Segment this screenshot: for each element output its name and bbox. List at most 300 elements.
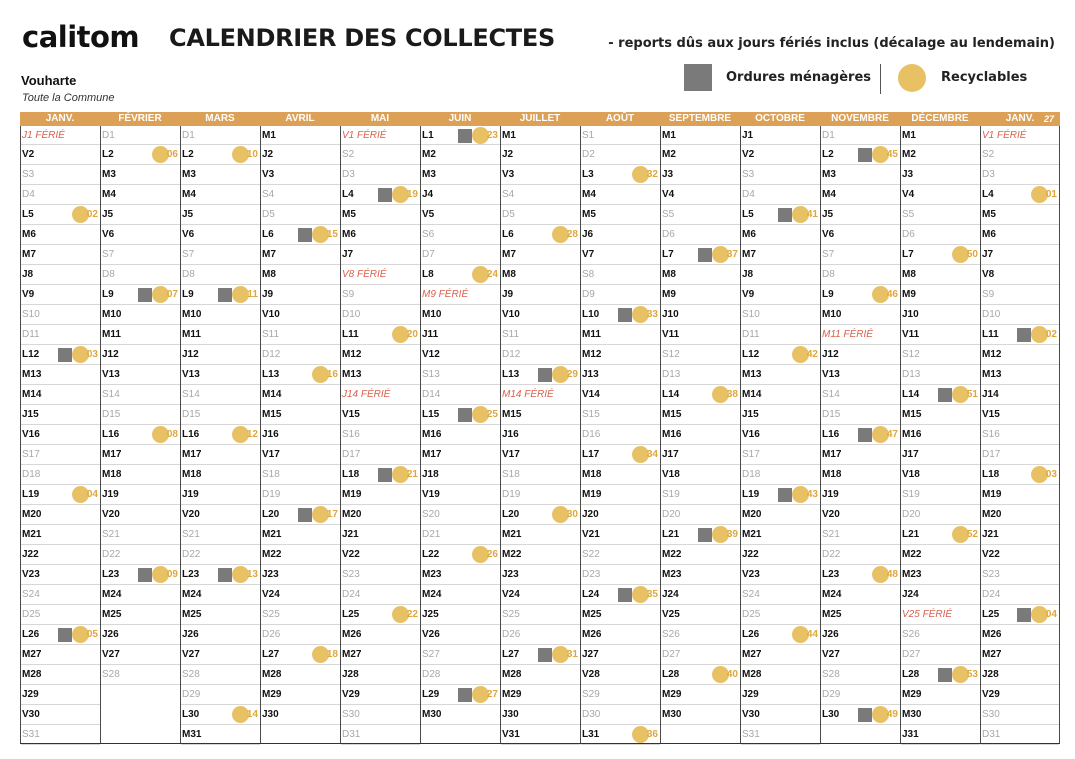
week-number: 25 <box>486 409 498 420</box>
day-label: S21 <box>822 529 840 540</box>
empty-cell <box>661 725 740 745</box>
day-label: M16 <box>902 429 922 440</box>
day-label: M30 <box>662 709 682 720</box>
day-cell <box>661 425 740 445</box>
week-number: 16 <box>326 369 338 380</box>
day-label: V2 <box>22 149 35 160</box>
day-label: L22 <box>422 549 440 560</box>
day-cell <box>421 385 500 405</box>
day-label: J3 <box>662 169 674 180</box>
day-cell <box>21 565 100 585</box>
day-cell <box>741 705 820 725</box>
month-column <box>180 126 260 743</box>
day-cell <box>421 585 500 605</box>
day-cell <box>661 485 740 505</box>
day-label: V18 <box>662 469 680 480</box>
day-cell <box>581 285 660 305</box>
day-cell <box>21 245 100 265</box>
day-label: J7 <box>982 249 994 260</box>
day-cell <box>341 625 420 645</box>
day-cell <box>181 145 260 165</box>
day-label: J19 <box>822 489 839 500</box>
day-cell <box>741 565 820 585</box>
day-label: D31 <box>342 729 361 740</box>
day-label: L26 <box>742 629 760 640</box>
day-cell <box>901 365 980 385</box>
day-cell <box>901 485 980 505</box>
day-cell <box>341 305 420 325</box>
day-label: V31 <box>502 729 520 740</box>
day-label: M22 <box>902 549 922 560</box>
month-header: NOVEMBRE <box>820 112 900 126</box>
day-label: L16 <box>102 429 120 440</box>
day-label: J2 <box>502 149 514 160</box>
day-label: L13 <box>502 369 520 380</box>
month-header: SEPTEMBRE <box>660 112 740 126</box>
day-label: V15 <box>342 409 360 420</box>
day-label: M5 <box>342 209 356 220</box>
day-label: D27 <box>662 649 681 660</box>
day-label: V9 <box>22 289 35 300</box>
day-cell <box>901 725 980 745</box>
day-cell <box>421 345 500 365</box>
day-label: D30 <box>582 709 601 720</box>
day-label: S17 <box>22 449 40 460</box>
ordures-square-icon <box>538 368 552 382</box>
day-cell <box>821 225 900 245</box>
ordures-square-icon <box>1017 328 1031 342</box>
day-label: J27 <box>582 649 599 660</box>
week-number: 03 <box>86 349 98 360</box>
ordures-square-icon <box>458 129 472 143</box>
day-label: M23 <box>422 569 442 580</box>
week-number: 42 <box>806 349 818 360</box>
day-label: L30 <box>182 709 200 720</box>
day-label: L6 <box>502 229 514 240</box>
day-label: S3 <box>22 169 35 180</box>
day-cell <box>181 185 260 205</box>
day-label: S4 <box>502 189 515 200</box>
day-cell <box>581 385 660 405</box>
day-cell <box>341 285 420 305</box>
day-label: V14 <box>582 389 600 400</box>
day-cell <box>661 385 740 405</box>
day-cell <box>501 725 580 745</box>
day-label: V6 <box>102 229 115 240</box>
day-label: M26 <box>982 629 1002 640</box>
day-label: M29 <box>662 689 682 700</box>
day-cell <box>421 685 500 705</box>
day-cell <box>661 505 740 525</box>
month-header: AOÛT <box>580 112 660 126</box>
day-cell <box>501 145 580 165</box>
day-label: M17 <box>822 449 842 460</box>
day-cell <box>741 145 820 165</box>
week-number: 40 <box>726 669 738 680</box>
day-label: J15 <box>22 409 39 420</box>
day-cell <box>741 645 820 665</box>
day-cell <box>181 225 260 245</box>
day-cell <box>661 325 740 345</box>
day-cell <box>981 565 1059 585</box>
day-cell <box>181 265 260 285</box>
day-cell <box>261 345 340 365</box>
day-cell <box>661 645 740 665</box>
week-number: 39 <box>726 529 738 540</box>
day-cell <box>341 445 420 465</box>
month-header: MARS <box>180 112 260 126</box>
day-cell <box>821 345 900 365</box>
day-cell <box>101 545 180 565</box>
month-header: JUIN <box>420 112 500 126</box>
ordures-square-icon <box>778 208 792 222</box>
ordures-square-icon <box>458 408 472 422</box>
legend-recyclables-label: Recyclables <box>941 70 1028 85</box>
day-cell <box>501 525 580 545</box>
day-cell <box>421 365 500 385</box>
day-cell <box>101 365 180 385</box>
day-cell <box>821 605 900 625</box>
day-label: D4 <box>742 189 755 200</box>
day-label: L24 <box>582 589 600 600</box>
day-label: M17 <box>102 449 122 460</box>
week-number: 29 <box>566 369 578 380</box>
day-cell <box>981 205 1059 225</box>
day-cell <box>181 325 260 345</box>
commune-scope: Toute la Commune <box>22 92 115 104</box>
ordures-square-icon <box>58 348 72 362</box>
day-cell <box>581 145 660 165</box>
day-cell <box>661 605 740 625</box>
day-label: S7 <box>182 249 195 260</box>
day-cell <box>421 205 500 225</box>
day-cell <box>901 325 980 345</box>
day-cell <box>821 425 900 445</box>
day-cell <box>341 225 420 245</box>
day-label: L16 <box>182 429 200 440</box>
day-label: M20 <box>342 509 362 520</box>
day-cell <box>741 325 820 345</box>
day-label: D1 <box>182 130 195 141</box>
day-label: J14 FÉRIÉ <box>342 389 391 400</box>
month-column <box>580 126 660 743</box>
day-label: J12 <box>102 349 119 360</box>
day-label: S18 <box>262 469 280 480</box>
day-label: L3 <box>582 169 594 180</box>
day-label: D18 <box>742 469 761 480</box>
week-number: 53 <box>966 669 978 680</box>
day-cell <box>821 505 900 525</box>
week-number: 24 <box>486 269 498 280</box>
day-label: M15 <box>502 409 522 420</box>
day-cell <box>21 325 100 345</box>
day-label: D9 <box>582 289 595 300</box>
day-cell <box>261 126 340 145</box>
day-cell <box>901 145 980 165</box>
day-cell <box>981 585 1059 605</box>
day-label: L12 <box>22 349 40 360</box>
day-label: J12 <box>182 349 199 360</box>
day-cell <box>741 345 820 365</box>
day-label: M24 <box>822 589 842 600</box>
day-label: M1 <box>262 130 276 141</box>
day-label: V21 <box>582 529 600 540</box>
day-label: L29 <box>422 689 440 700</box>
day-label: S14 <box>822 389 840 400</box>
day-label: S7 <box>822 249 835 260</box>
day-label: D29 <box>822 689 841 700</box>
day-cell <box>741 685 820 705</box>
day-cell <box>981 145 1059 165</box>
day-cell <box>981 605 1059 625</box>
week-number: 37 <box>726 249 738 260</box>
day-label: S26 <box>662 629 680 640</box>
day-label: V1 FÉRIÉ <box>982 130 1027 141</box>
day-label: V13 <box>182 369 200 380</box>
day-label: J3 <box>902 169 914 180</box>
day-label: M22 <box>662 549 682 560</box>
day-label: V4 <box>662 189 675 200</box>
day-label: L25 <box>342 609 360 620</box>
empty-cell <box>421 725 500 745</box>
day-label: D4 <box>22 189 35 200</box>
day-label: M7 <box>262 249 276 260</box>
day-label: D17 <box>982 449 1001 460</box>
day-label: L2 <box>102 149 114 160</box>
week-number: 35 <box>646 589 658 600</box>
day-cell <box>901 505 980 525</box>
day-cell <box>821 385 900 405</box>
day-label: V26 <box>422 629 440 640</box>
day-cell <box>661 685 740 705</box>
day-cell <box>21 345 100 365</box>
day-cell <box>581 225 660 245</box>
day-cell <box>261 265 340 285</box>
day-label: M2 <box>422 149 436 160</box>
week-number: 21 <box>406 469 418 480</box>
day-cell <box>181 525 260 545</box>
day-label: M5 <box>582 209 596 220</box>
day-cell <box>501 205 580 225</box>
week-number: 03 <box>1045 469 1057 480</box>
day-label: V7 <box>582 249 595 260</box>
day-cell <box>341 645 420 665</box>
day-cell <box>341 385 420 405</box>
ordures-square-icon <box>138 568 152 582</box>
day-label: M12 <box>982 349 1002 360</box>
day-label: M7 <box>22 249 36 260</box>
day-label: L19 <box>22 489 40 500</box>
day-label: S28 <box>102 669 120 680</box>
day-label: V22 <box>342 549 360 560</box>
day-label: M20 <box>982 509 1002 520</box>
day-cell <box>421 445 500 465</box>
day-cell <box>181 485 260 505</box>
day-cell <box>581 565 660 585</box>
day-cell <box>661 145 740 165</box>
week-number: 50 <box>966 249 978 260</box>
day-cell <box>821 445 900 465</box>
day-label: D7 <box>422 249 435 260</box>
day-cell <box>501 445 580 465</box>
day-label: D11 <box>742 329 760 340</box>
day-label: M22 <box>262 549 282 560</box>
day-label: S6 <box>422 229 435 240</box>
day-cell <box>341 565 420 585</box>
day-label: M19 <box>342 489 362 500</box>
day-label: L18 <box>982 469 1000 480</box>
day-cell <box>261 305 340 325</box>
day-cell <box>901 185 980 205</box>
day-cell <box>981 505 1059 525</box>
day-cell <box>421 505 500 525</box>
day-cell <box>261 545 340 565</box>
day-cell <box>21 705 100 725</box>
day-cell <box>501 385 580 405</box>
day-label: M4 <box>582 189 596 200</box>
day-cell <box>901 165 980 185</box>
day-label: M8 <box>902 269 916 280</box>
day-cell <box>21 685 100 705</box>
day-cell <box>901 126 980 145</box>
day-label: M21 <box>262 529 282 540</box>
day-cell <box>341 545 420 565</box>
day-cell <box>421 325 500 345</box>
day-cell <box>981 465 1059 485</box>
day-label: D21 <box>422 529 441 540</box>
day-cell <box>661 585 740 605</box>
day-cell <box>581 325 660 345</box>
day-label: M6 <box>22 229 36 240</box>
day-label: J9 <box>262 289 274 300</box>
day-label: M21 <box>742 529 762 540</box>
ordures-square-icon <box>938 668 952 682</box>
day-cell <box>741 545 820 565</box>
day-cell <box>581 645 660 665</box>
day-cell <box>101 445 180 465</box>
day-cell <box>21 665 100 685</box>
day-label: L30 <box>822 709 840 720</box>
day-label: M10 <box>822 309 842 320</box>
day-cell <box>101 625 180 645</box>
day-label: M19 <box>982 489 1002 500</box>
day-cell <box>741 405 820 425</box>
day-label: V10 <box>262 309 280 320</box>
day-label: L25 <box>982 609 1000 620</box>
day-cell <box>581 305 660 325</box>
day-label: L1 <box>422 130 434 141</box>
day-label: D27 <box>902 649 921 660</box>
month-column <box>820 126 900 743</box>
day-cell <box>821 245 900 265</box>
ordures-square-icon <box>298 228 312 242</box>
day-cell <box>901 305 980 325</box>
day-cell <box>661 365 740 385</box>
day-label: S27 <box>422 649 440 660</box>
week-number: 28 <box>566 229 578 240</box>
week-number: 51 <box>966 389 978 400</box>
day-cell <box>661 565 740 585</box>
day-label: V2 <box>742 149 755 160</box>
day-label: M16 <box>422 429 442 440</box>
day-cell <box>181 165 260 185</box>
day-label: J12 <box>822 349 839 360</box>
day-cell <box>181 465 260 485</box>
page-title: CALENDRIER DES COLLECTES <box>169 24 555 52</box>
day-label: V29 <box>982 689 1000 700</box>
month-column <box>500 126 580 743</box>
day-cell <box>21 425 100 445</box>
day-cell <box>101 185 180 205</box>
day-cell <box>101 145 180 165</box>
day-cell <box>901 525 980 545</box>
month-column <box>740 126 820 743</box>
day-cell <box>181 645 260 665</box>
day-cell <box>261 425 340 445</box>
week-number: 46 <box>886 289 898 300</box>
day-cell <box>581 685 660 705</box>
day-cell <box>421 525 500 545</box>
day-label: S31 <box>742 729 760 740</box>
day-cell <box>981 185 1059 205</box>
day-cell <box>501 545 580 565</box>
day-cell <box>21 126 100 145</box>
day-label: S5 <box>902 209 915 220</box>
day-label: S7 <box>102 249 115 260</box>
day-label: V1 FÉRIÉ <box>342 130 387 141</box>
day-label: V16 <box>742 429 760 440</box>
month-header: JANV. 27 <box>980 112 1060 126</box>
day-cell <box>581 365 660 385</box>
day-cell <box>821 685 900 705</box>
day-cell <box>261 225 340 245</box>
day-cell <box>181 345 260 365</box>
month-column <box>900 126 980 743</box>
day-label: V17 <box>502 449 520 460</box>
day-cell <box>981 245 1059 265</box>
day-label: J11 <box>422 329 439 340</box>
day-cell <box>581 425 660 445</box>
day-label: V22 <box>982 549 1000 560</box>
day-label: J15 <box>742 409 759 420</box>
day-cell <box>261 405 340 425</box>
day-label: D19 <box>502 489 521 500</box>
day-label: M14 FÉRIÉ <box>502 389 554 400</box>
day-label: D15 <box>102 409 121 420</box>
day-label: M7 <box>502 249 516 260</box>
day-label: M2 <box>662 149 676 160</box>
day-cell <box>101 585 180 605</box>
day-cell <box>981 425 1059 445</box>
day-cell <box>261 385 340 405</box>
day-cell <box>341 145 420 165</box>
day-label: S2 <box>982 149 995 160</box>
day-cell <box>421 645 500 665</box>
day-label: M14 <box>742 389 762 400</box>
day-cell <box>101 265 180 285</box>
day-label: J28 <box>982 669 999 680</box>
day-label: L5 <box>22 209 34 220</box>
day-label: J31 <box>902 729 919 740</box>
day-label: M24 <box>422 589 442 600</box>
week-number: 01 <box>1045 189 1057 200</box>
day-label: S14 <box>182 389 200 400</box>
day-cell <box>181 405 260 425</box>
day-cell <box>901 345 980 365</box>
day-label: D20 <box>662 509 681 520</box>
day-label: V18 <box>902 469 920 480</box>
day-label: D8 <box>182 269 195 280</box>
